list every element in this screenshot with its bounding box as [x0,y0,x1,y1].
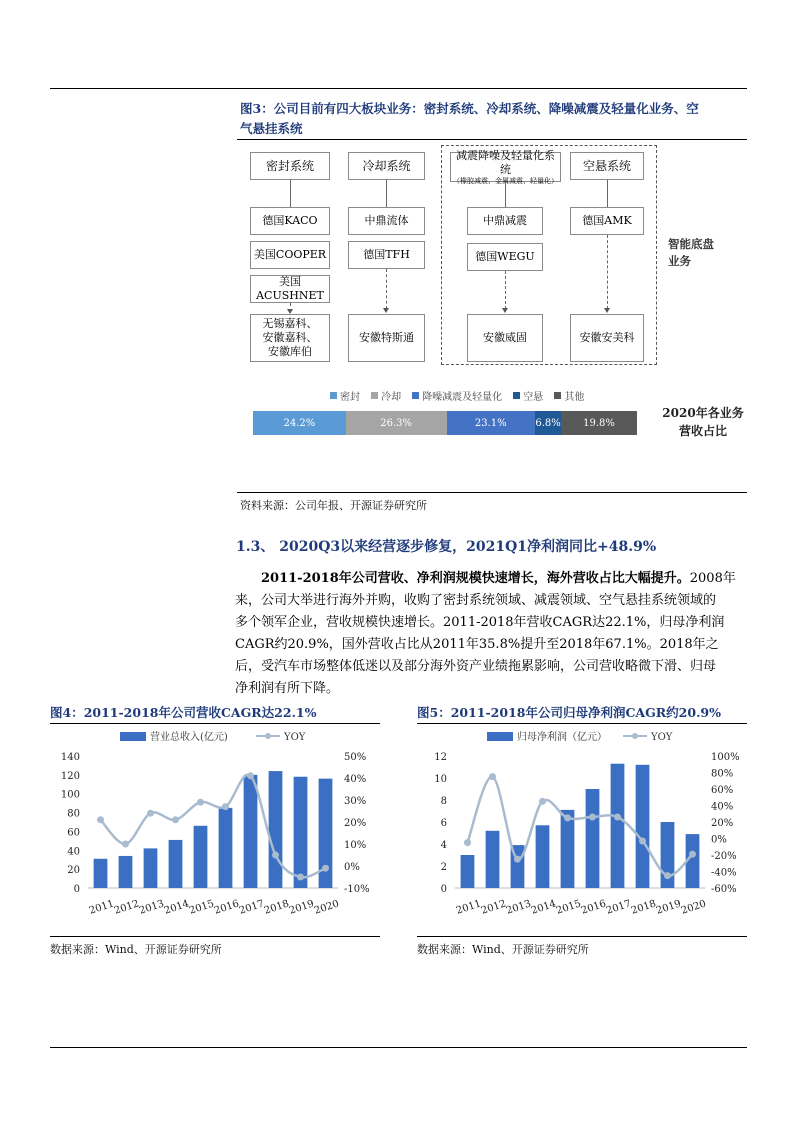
y-left-tick-label: 120 [60,770,80,782]
legend-item [412,388,502,403]
y-right-tick-label: -40% [711,867,737,879]
data-bar [94,859,108,888]
yoy-point [614,814,621,821]
y-left-tick-label: 12 [434,752,447,763]
x-tick-label: 2019 [287,898,316,917]
y-right-tick-label: -10% [344,884,370,895]
x-tick-label: 2015 [187,898,216,917]
fig3-title-line1: 图3：公司目前有四大板块业务：密封系统、冷却系统、降噪减震及轻量化业务、空 [240,101,699,116]
yoy-point [664,872,671,879]
legend-swatch [330,392,337,399]
yoy-line [468,777,693,876]
data-bar [611,764,625,888]
share-segment: 6.8% [535,411,561,435]
arrow-icon [383,308,389,313]
y-left-tick-label: 40 [67,846,80,858]
x-tick-label: 2013 [137,898,166,917]
y-right-tick-label: -20% [711,851,737,862]
data-bar [144,848,158,888]
yoy-point [247,772,254,779]
y-left-tick-label: 0 [73,884,80,895]
legend-bar-swatch [120,732,146,741]
x-tick-label: 2016 [579,898,608,917]
fig4-title: 图4：2011-2018年公司营收CAGR达22.1% [50,705,317,720]
connector [386,180,387,207]
yoy-point [147,810,154,817]
dashed-connector [386,269,387,309]
paragraph-line: 多个领军企业，营收规模快速增长。2011-2018年营收CAGR达22.1%，归母净利润 [235,615,725,630]
y-right-tick-label: 20% [711,818,734,829]
yoy-line [101,775,326,878]
fig5-source: 数据来源：Wind、开源证券研究所 [417,943,589,956]
legend-item [330,388,360,403]
data-bar [536,825,550,888]
connector [607,180,608,207]
connector [290,180,291,207]
yoy-point [539,798,546,805]
x-tick-label: 2019 [654,898,683,917]
data-bar [269,771,283,888]
x-tick-label: 2016 [212,898,241,917]
x-tick-label: 2018 [629,898,658,917]
dashed-connector [505,271,506,309]
share-bar-label-line: 营收占比 [678,424,727,438]
x-tick-label: 2011 [87,898,116,917]
legend-label: 冷却 [381,392,402,403]
data-bar [169,840,183,888]
fig4-bottom-rule [50,936,380,937]
data-bar [119,856,133,888]
x-tick-label: 2014 [162,898,191,917]
yoy-point [514,856,521,863]
revenue-chart [50,726,380,926]
cool-bottom: 安徽特斯通 [348,314,425,362]
paragraph-text: 2008年 [689,571,736,586]
data-bar [194,826,208,888]
y-right-tick-label: 0% [711,834,727,846]
share-bar-label-line: 2020年各业务 [662,406,744,420]
fig3-bottom-rule [237,492,747,493]
header-nvh [450,148,561,185]
data-bar [636,765,650,888]
seal-item-cooper: 美国COOPER [250,241,330,269]
side-label-line: 智能底盘 [668,237,714,251]
data-bar [219,808,233,888]
fig4-title-rule [50,723,380,724]
yoy-point [489,773,496,780]
y-right-tick-label: 0% [344,862,360,873]
share-legend [330,384,590,403]
legend-label: 空悬 [523,392,544,403]
paragraph-line: CAGR约20.9%，国外营收占比从2011年35.8%提升至2018年67.1%。2018年之 [235,637,719,652]
seal-bottom [250,314,330,362]
nvh-item-zhongding: 中鼎减震 [467,207,543,235]
yoy-point [464,839,471,846]
yoy-point [122,841,129,848]
x-tick-label: 2017 [237,898,266,917]
y-right-tick-label: 50% [344,752,367,763]
paragraph-line-1 [235,568,747,590]
yoy-point [97,816,104,823]
y-right-tick-label: 80% [711,768,734,780]
connector [505,182,506,207]
legend-label: 密封 [340,392,360,403]
yoy-point [197,799,204,806]
y-left-tick-label: 20 [67,865,80,877]
legend-label: 其他 [564,392,585,403]
legend-bar-label: 营业总收入(亿元) [150,732,228,743]
share-segment: 19.8% [561,411,637,435]
fig4-source: 数据来源：Wind、开源证券研究所 [50,943,222,956]
x-tick-label: 2017 [604,898,633,917]
arrow-icon [502,308,508,313]
x-tick-label: 2012 [479,898,508,917]
legend-item [371,388,401,403]
y-left-tick-label: 8 [440,796,447,807]
y-left-tick-label: 80 [67,808,80,820]
y-left-tick-label: 2 [440,862,447,873]
revenue-share-bar [253,411,637,435]
data-bar [486,831,500,888]
top-rule [50,88,747,89]
share-segment: 26.3% [346,411,447,435]
y-right-tick-label: 10% [344,840,367,851]
data-bar [244,775,258,888]
fig5-title: 图5：2011-2018年公司归母净利润CAGR约20.9% [417,705,721,720]
y-right-tick-label: 100% [711,752,740,763]
y-left-tick-label: 140 [60,752,80,763]
yoy-point [639,837,646,844]
legend-label: 降噪减震及轻量化 [422,392,503,403]
section-paragraph [235,568,747,700]
legend-item [554,388,584,403]
seal-item-kaco: 德国KACO [250,207,330,235]
x-tick-label: 2012 [112,898,141,917]
data-bar [461,855,475,888]
x-tick-label: 2020 [679,898,708,917]
yoy-point [589,814,596,821]
y-left-tick-label: 100 [60,789,80,801]
nvh-bottom: 安徽威固 [467,314,543,362]
header-nvh-sub: （橡胶减震、金属减震、轻量化） [453,176,558,185]
legend-line-label: YOY [651,732,673,743]
y-right-tick-label: -60% [711,884,737,895]
nvh-item-wegu: 德国WEGU [467,243,543,271]
fig5-title-rule [417,723,747,724]
legend-swatch [554,392,561,399]
yoy-point [322,865,329,872]
cool-item-tfh: 德国TFH [348,241,425,269]
yoy-point [222,803,229,810]
fig3-source: 资料来源：公司年报、开源证券研究所 [240,499,427,512]
legend-swatch [513,392,520,399]
seal-bottom-line: 安徽库伯 [268,345,312,358]
y-right-tick-label: 60% [711,785,734,796]
x-tick-label: 2020 [312,898,341,917]
header-cooling: 冷却系统 [348,152,425,180]
legend-line-marker [632,733,638,739]
fig3-title [240,99,750,139]
x-tick-label: 2011 [454,898,483,917]
fig3-title-line2: 气悬挂系统 [240,121,303,136]
seal-item-acushnet: 美国ACUSHNET [250,275,330,303]
x-tick-label: 2014 [529,898,558,917]
paragraph-lead: 2011-2018年公司营收、净利润规模快速增长，海外营收占比大幅提升。 [261,571,690,586]
seal-bottom-line: 无锡嘉科、 [262,317,318,330]
yoy-point [272,852,279,859]
dashed-connector [607,235,608,309]
legend-swatch [412,392,419,399]
legend-line-label: YOY [284,732,306,743]
x-tick-label: 2015 [554,898,583,917]
yoy-point [564,814,571,821]
yoy-point [297,874,304,881]
y-right-tick-label: 40% [344,774,367,785]
y-left-tick-label: 60 [67,827,80,839]
arrow-icon [604,308,610,313]
seal-bottom-line: 安徽嘉科、 [262,331,318,344]
x-tick-label: 2013 [504,898,533,917]
header-nvh-label: 减震降噪及轻量化系统 [456,148,555,176]
cool-item-zhongding: 中鼎流体 [348,207,425,235]
y-left-tick-label: 4 [440,840,447,851]
legend-bar-label: 归母净利润（亿元） [517,732,607,743]
yoy-point [172,816,179,823]
x-tick-label: 2018 [262,898,291,917]
air-item-amk: 德国AMK [570,207,644,235]
section-heading: 1.3、 2020Q3以来经营逐步修复，2021Q1净利润同比+48.9% [236,539,657,555]
legend-swatch [371,392,378,399]
y-right-tick-label: 30% [344,796,367,807]
y-left-tick-label: 10 [434,774,447,785]
share-segment: 24.2% [253,411,346,435]
fig3-title-rule [237,139,747,140]
legend-item [513,388,543,403]
paragraph-line: 净利润有所下降。 [235,681,340,696]
air-bottom: 安徽安美科 [570,314,644,362]
y-left-tick-label: 0 [440,884,447,895]
paragraph-line: 后，受汽车市场整体低迷以及部分海外资产业绩拖累影响，公司营收略微下滑、归母 [235,659,717,674]
data-bar [586,789,600,888]
y-right-tick-label: 20% [344,818,367,829]
data-bar [294,777,308,888]
share-bar-label [658,404,748,440]
side-label-line: 业务 [668,254,691,268]
bottom-rule [50,1047,747,1048]
fig5-bottom-rule [417,936,747,937]
legend-bar-swatch [487,732,513,741]
y-left-tick-label: 6 [440,818,447,829]
header-seal: 密封系统 [250,152,330,180]
paragraph-line: 来，公司大举进行海外并购，收购了密封系统领域、减震领域、空气悬挂系统领域的 [235,593,717,608]
net-profit-chart [417,726,747,926]
y-right-tick-label: 40% [711,801,734,813]
yoy-point [689,851,696,858]
share-segment: 23.1% [447,411,536,435]
side-label [668,236,714,270]
data-bar [561,810,575,888]
header-air: 空悬系统 [570,152,644,180]
legend-line-marker [265,733,271,739]
